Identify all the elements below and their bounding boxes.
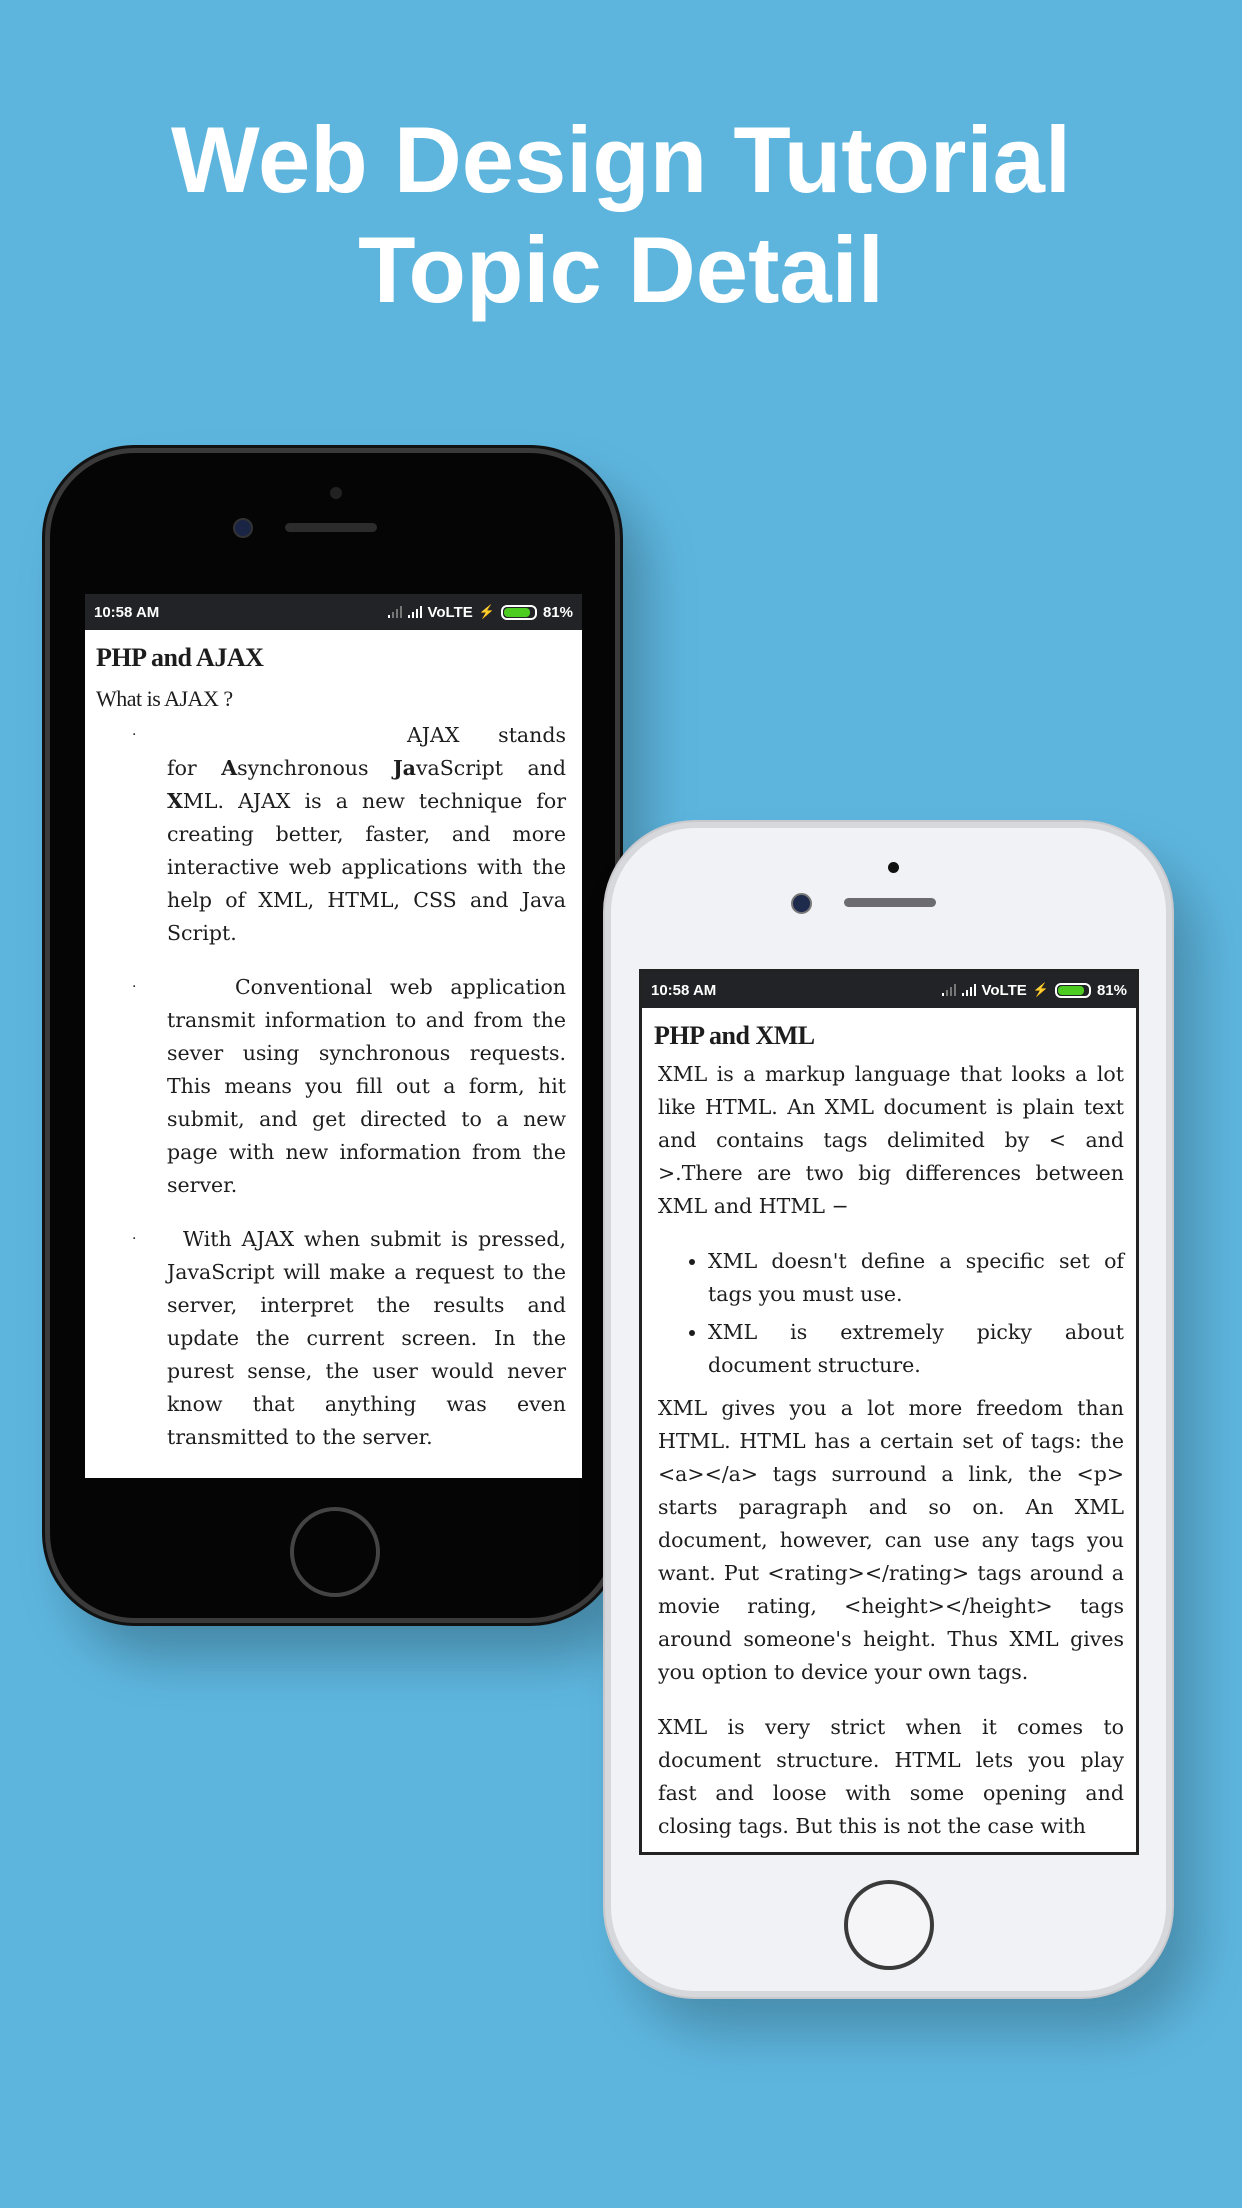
battery-icon [501,605,537,620]
home-button[interactable] [844,1880,934,1970]
headline-line-1: Web Design Tutorial [170,107,1072,212]
signal-icon [942,984,956,996]
earpiece-speaker [844,898,936,907]
signal-icon [388,606,402,618]
phone-black [45,448,620,1623]
charging-icon: ⚡ [1032,982,1049,997]
phone-screen-left [85,594,582,1478]
sensor [791,893,812,914]
list-item: · Conventional web application transmit information to and from the sever using synchronous requests. This means you fill out a form, hit submit, and get directed to a new page with new information from the server. [96,971,566,1202]
signal-icon-2 [408,606,422,618]
phone-white [605,822,1172,1997]
network-label: VoLTE [427,603,473,621]
battery-percent: 81% [542,603,573,621]
list-item: • XML is extremely picky about document structure. [708,1316,1124,1382]
headline [0,105,1242,325]
list-item: • XML doesn't define a specific set of tags you must use. [708,1245,1124,1311]
status-bar [642,972,1136,1008]
article-subtitle: What is AJAX ? [96,686,233,711]
battery-percent: 81% [1096,981,1127,999]
list-item: · AJAX stands for Asynchronous JavaScript and XML. AJAX is a new technique for creating better, faster, and more interactive web applications with the help of XML, HTML, CSS and Java Script. [96,719,566,950]
bullet-dot: · [132,727,137,743]
article-paragraph: XML gives you a lot more freedom than HTML. HTML has a certain set of tags: the <a></a> tags surround a link, the <p> starts paragraph and so on. An XML document, however, can use any tags you want. Put <rating></rating> tags around a movie rating, <height></height> tags around someone's height. Thus XML gives you option to device your own tags. [658,1396,1124,1684]
article-title: PHP and AJAX [96,643,264,672]
earpiece-speaker [285,523,377,532]
list-item: · With AJAX when submit is pressed, JavaScript will make a request to the server, interpret the results and update the current screen. In the purest sense, the user would never know that anything was even transmitted to the server. [96,1223,566,1454]
bullet-dot: · [132,1231,137,1247]
article-title: PHP and XML [654,1021,815,1050]
status-time: 10:58 AM [94,603,160,621]
sensor [233,518,253,538]
headline-line-2: Topic Detail [358,217,884,322]
charging-icon: ⚡ [478,604,495,619]
article-content[interactable] [642,1008,1136,1843]
status-time: 10:58 AM [651,981,717,999]
signal-icon-2 [962,984,976,996]
battery-icon [1055,983,1091,998]
difference-list [654,1245,1124,1382]
phone-screen-right [639,969,1139,1855]
article-intro: XML is a markup language that looks a lot like HTML. An XML document is plain text and contains tags delimited by < and >.There are two big differences between XML and HTML − [658,1062,1124,1218]
front-camera [330,487,342,499]
front-camera [888,862,899,873]
article-paragraph: XML is very strict when it comes to document structure. HTML lets you play fast and loose with some opening and closing tags. But this is not the case with [658,1715,1124,1838]
home-button[interactable] [290,1507,380,1597]
network-label: VoLTE [981,981,1027,999]
status-bar [85,594,582,630]
article-content[interactable] [85,630,582,1454]
bullet-dot: · [132,979,137,995]
